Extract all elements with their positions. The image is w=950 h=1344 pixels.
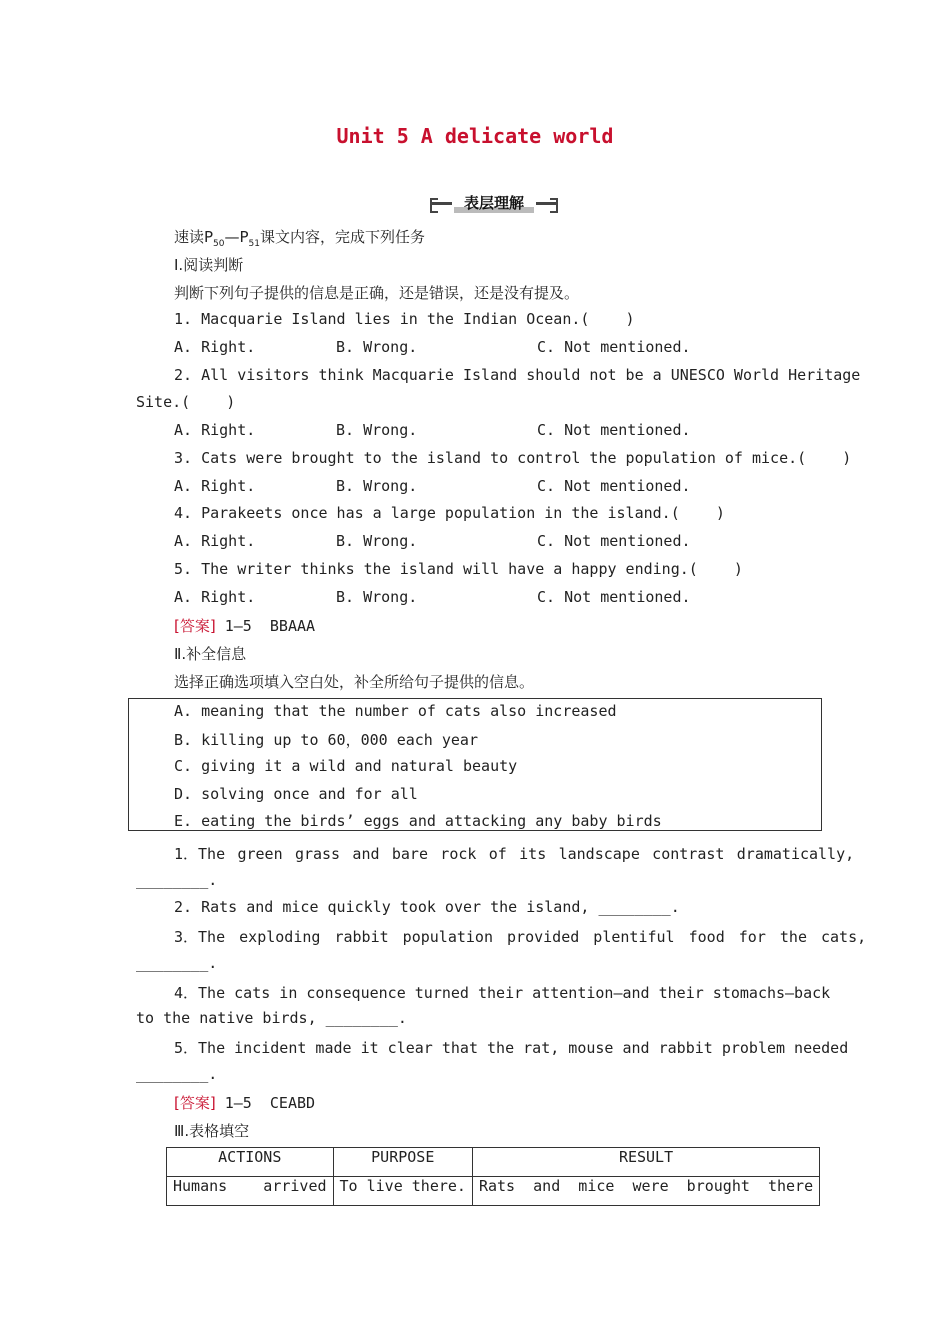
part1-q4-option-b[interactable]: B. Wrong. — [336, 532, 418, 550]
choice-e: E. eating the birds’ eggs and attacking any baby birds — [174, 812, 662, 830]
table-header-result: RESULT — [472, 1148, 819, 1177]
part1-q3-option-a[interactable]: A. Right. — [174, 477, 256, 495]
part2-q5: 5．The incident made it clear that the rat, mouse and rabbit problem needed — [174, 1039, 849, 1057]
part2-q2: 2. Rats and mice quickly took over the island, ________. — [174, 898, 680, 916]
part1-q3: 3. Cats were brought to the island to control the population of mice.( ) — [174, 449, 852, 467]
part1-q3-option-c[interactable]: C. Not mentioned. — [537, 477, 691, 495]
part1-q4-option-a[interactable]: A. Right. — [174, 532, 256, 550]
part1-q2-option-a[interactable]: A. Right. — [174, 421, 256, 439]
table-row — [167, 1177, 820, 1206]
part2-q4-cont: to the native birds, ________. — [136, 1009, 407, 1027]
part1-q1: 1. Macquarie Island lies in the Indian Ocean.( ) — [174, 310, 635, 328]
part1-q1-option-c[interactable]: C. Not mentioned. — [537, 338, 691, 356]
part1-q4-option-c[interactable]: C. Not mentioned. — [537, 532, 691, 550]
part1-q2-option-b[interactable]: B. Wrong. — [336, 421, 418, 439]
part1-q5: 5. The writer thinks the island will have a happy ending.( ) — [174, 560, 743, 578]
part1-q4: 4. Parakeets once has a large population in the island.( ) — [174, 504, 725, 522]
part1-q5-option-b[interactable]: B. Wrong. — [336, 588, 418, 606]
table-cell: To live there. — [333, 1177, 472, 1206]
section-banner-label: 表层理解 — [463, 194, 524, 212]
part1-q1-option-a[interactable]: A. Right. — [174, 338, 256, 356]
part1-q1-option-b[interactable]: B. Wrong. — [336, 338, 418, 356]
part2-q1-blank[interactable]: ________. — [136, 871, 218, 889]
part2-q4: 4．The cats in consequence turned their attention—and their stomachs—back — [174, 984, 831, 1002]
table-header-purpose: PURPOSE — [333, 1148, 472, 1177]
part1-heading: Ⅰ.阅读判断 — [174, 256, 244, 274]
choice-c: C. giving it a wild and natural beauty — [174, 757, 518, 775]
part1-q2-cont: Site.( ) — [136, 393, 236, 411]
table-cell: Humans arrived — [167, 1177, 334, 1206]
part1-answer: [答案] 1—5 BBAAA — [174, 617, 316, 635]
part2-answer: [答案] 1—5 CEABD — [174, 1094, 316, 1112]
part3-heading: Ⅲ.表格填空 — [174, 1122, 250, 1140]
main-instruction: 速读$P_{50}—P_{51}$课文内容，完成下列任务 — [174, 228, 426, 249]
answer-label: [答案] — [174, 1094, 216, 1112]
part1-q2-option-c[interactable]: C. Not mentioned. — [537, 421, 691, 439]
part2-q5-blank[interactable]: ________. — [136, 1065, 218, 1083]
table-header-actions: ACTIONS — [167, 1148, 334, 1177]
fill-table — [166, 1147, 820, 1206]
part2-q1: 1．The green grass and bare rock of its landscape contrast dramatically, — [174, 845, 855, 863]
part1-q5-option-c[interactable]: C. Not mentioned. — [537, 588, 691, 606]
table-cell: Rats and mice were brought there — [472, 1177, 819, 1206]
part2-q3-blank[interactable]: ________. — [136, 954, 218, 972]
table-header-row — [167, 1148, 820, 1177]
part1-instruction: 判断下列句子提供的信息是正确，还是错误，还是没有提及。 — [174, 284, 580, 302]
part1-q2: 2. All visitors think Macquarie Island should not be a UNESCO World Heritage — [174, 366, 861, 384]
choice-b: B. killing up to 60，000 each year — [174, 731, 478, 749]
part2-heading: Ⅱ.补全信息 — [174, 645, 247, 663]
choice-d: D. solving once and for all — [174, 785, 418, 803]
choice-a: A. meaning that the number of cats also increased — [174, 702, 617, 720]
page-title: Unit 5 A delicate world — [336, 124, 614, 148]
answer-label: [答案] — [174, 617, 216, 635]
section-banner — [430, 192, 558, 214]
part1-q3-option-b[interactable]: B. Wrong. — [336, 477, 418, 495]
part2-instruction: 选择正确选项填入空白处，补全所给句子提供的信息。 — [174, 673, 535, 691]
part2-q3: 3．The exploding rabbit population provided plentiful food for the cats, — [174, 928, 867, 946]
part1-q5-option-a[interactable]: A. Right. — [174, 588, 256, 606]
